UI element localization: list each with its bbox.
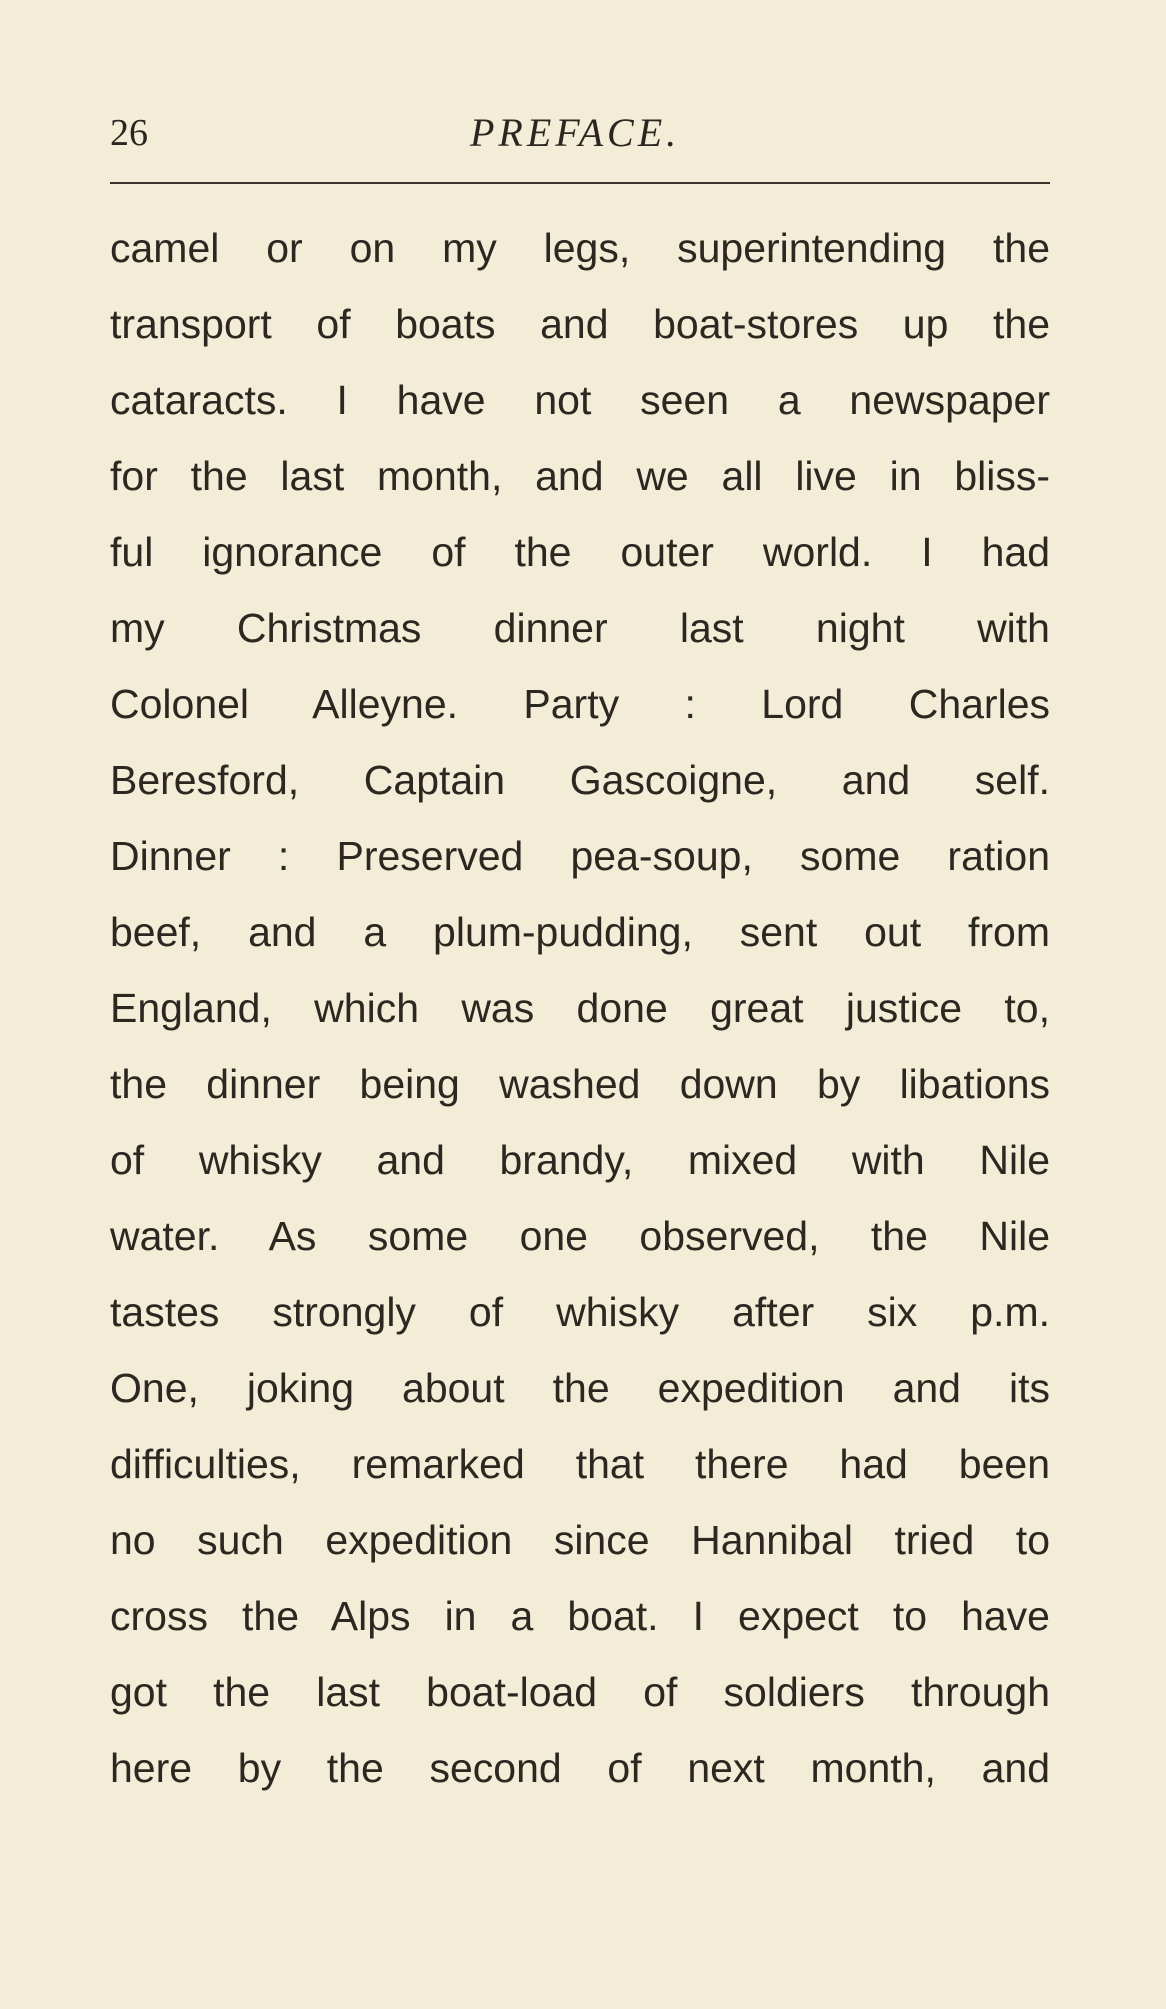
page-header (110, 108, 1050, 168)
page-number: 26 (110, 112, 148, 154)
text-line: cataracts. I have not seen a newspaper (110, 377, 1050, 423)
text-line: Beresford, Captain Gascoigne, and self. (110, 757, 1050, 803)
body-text (110, 210, 1050, 1806)
text-line: the dinner being washed down by libations (110, 1061, 1050, 1107)
text-line: here by the second of next month, and (110, 1745, 1050, 1791)
text-line: ful ignorance of the outer world. I had (110, 529, 1050, 575)
running-title: PREFACE. (470, 110, 681, 155)
text-line: Dinner : Preserved pea-soup, some ration (110, 833, 1050, 879)
text-line: beef, and a plum-pudding, sent out from (110, 909, 1050, 955)
text-line: camel or on my legs, superintending the (110, 225, 1050, 271)
text-line: water. As some one observed, the Nile (110, 1213, 1050, 1259)
text-line: One, joking about the expedition and its (110, 1365, 1050, 1411)
text-line: for the last month, and we all live in bliss- (110, 453, 1050, 499)
text-line: cross the Alps in a boat. I expect to have (110, 1593, 1050, 1639)
text-line: transport of boats and boat-stores up the (110, 301, 1050, 347)
header-rule (110, 182, 1050, 184)
text-line: difficulties, remarked that there had been (110, 1441, 1050, 1487)
text-line: England, which was done great justice to, (110, 985, 1050, 1031)
text-line: tastes strongly of whisky after six p.m. (110, 1289, 1050, 1335)
text-line: no such expedition since Hannibal tried to (110, 1517, 1050, 1563)
text-line: Colonel Alleyne. Party : Lord Charles (110, 681, 1050, 727)
text-line: got the last boat-load of soldiers through (110, 1669, 1050, 1715)
text-line: of whisky and brandy, mixed with Nile (110, 1137, 1050, 1183)
text-line: my Christmas dinner last night with (110, 605, 1050, 651)
